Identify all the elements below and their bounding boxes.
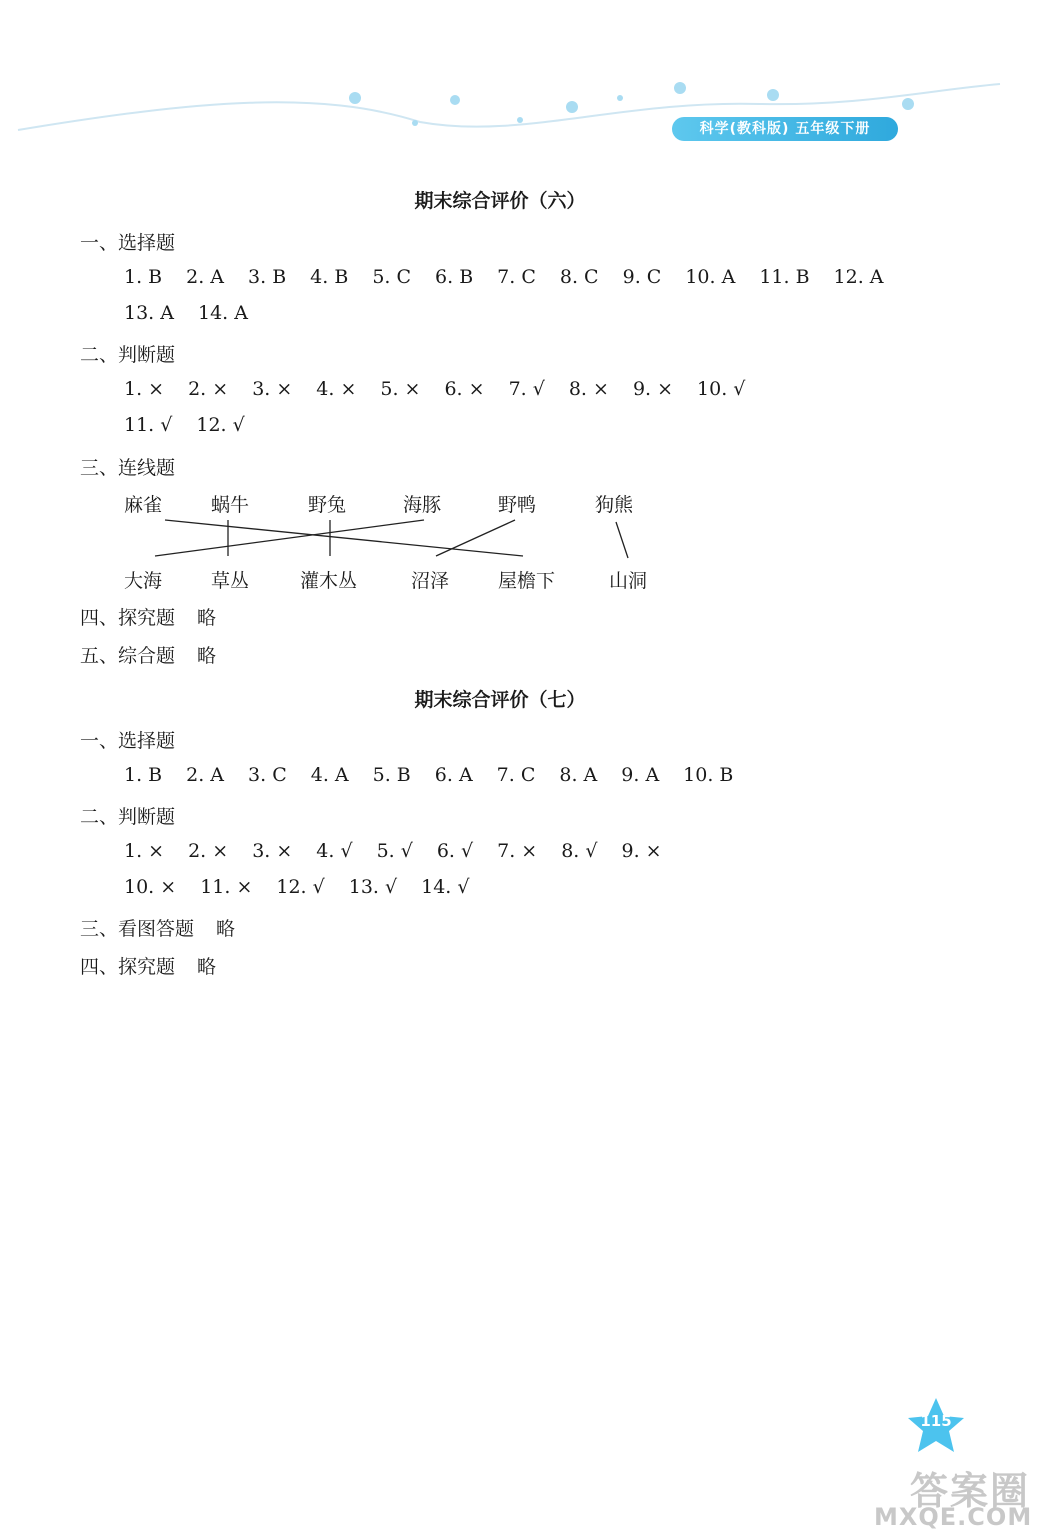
watermark-logo: 答案圈: [910, 1469, 1031, 1513]
animal-hare: 野兔: [308, 494, 347, 516]
part6-section1-row2: 13. A 14. A: [124, 302, 248, 324]
animal-snail: 蜗牛: [211, 494, 250, 516]
header-wave-decoration: [0, 70, 1039, 160]
habitat-swamp: 沼泽: [411, 570, 450, 592]
habitat-grass: 草丛: [211, 570, 250, 592]
part7-section3: 三、看图答题 略: [80, 918, 236, 940]
watermark-url: MXQE.COM: [874, 1503, 1033, 1531]
part6-section2-heading: 二、判断题: [80, 344, 176, 366]
habitat-cave: 山洞: [609, 570, 648, 592]
animal-bear: 狗熊: [595, 494, 634, 516]
part7-section1-row1: 1. B 2. A 3. C 4. A 5. B 6. A 7. C 8. A 9. A 10. B: [124, 764, 734, 786]
line-sparrow-eaves: [165, 520, 523, 556]
part6-title: 期末综合评价（六）: [414, 190, 586, 212]
part6-section2-row1: 1. × 2. × 3. × 4. × 5. × 6. × 7. √ 8. × 9. × 10. √: [124, 378, 746, 400]
part7-title: 期末综合评价（七）: [414, 689, 586, 711]
part6-section4: 四、探究题 略: [80, 607, 217, 629]
animal-sparrow: 麻雀: [124, 494, 163, 516]
habitat-eaves: 屋檐下: [498, 570, 556, 592]
book-badge: 科学(教科版) 五年级下册: [672, 117, 898, 141]
part6-section1-row1: 1. B 2. A 3. B 4. B 5. C 6. B 7. C 8. C 9. C 10. A 11. B 12. A: [124, 266, 884, 288]
part6-section2-row2: 11. √ 12. √: [124, 414, 245, 436]
page-number: 115: [920, 1412, 952, 1430]
habitat-shrubs: 灌木丛: [300, 570, 358, 592]
line-bear-cave: [616, 522, 628, 558]
line-dolphin-sea: [155, 520, 424, 556]
animal-dolphin: 海豚: [403, 494, 442, 516]
part6-section3-heading: 三、连线题: [80, 457, 176, 479]
habitat-sea: 大海: [124, 570, 163, 592]
part6-section5: 五、综合题 略: [80, 645, 217, 667]
part7-section4: 四、探究题 略: [80, 956, 217, 978]
line-duck-swamp: [436, 520, 515, 556]
part6-section1-heading: 一、选择题: [80, 232, 176, 254]
part7-section2-heading: 二、判断题: [80, 806, 176, 828]
part7-section2-row2: 10. × 11. × 12. √ 13. √ 14. √: [124, 876, 470, 898]
part7-section1-heading: 一、选择题: [80, 730, 176, 752]
animal-wild-duck: 野鸭: [498, 494, 537, 516]
part7-section2-row1: 1. × 2. × 3. × 4. √ 5. √ 6. √ 7. × 8. √ 9. ×: [124, 840, 662, 862]
